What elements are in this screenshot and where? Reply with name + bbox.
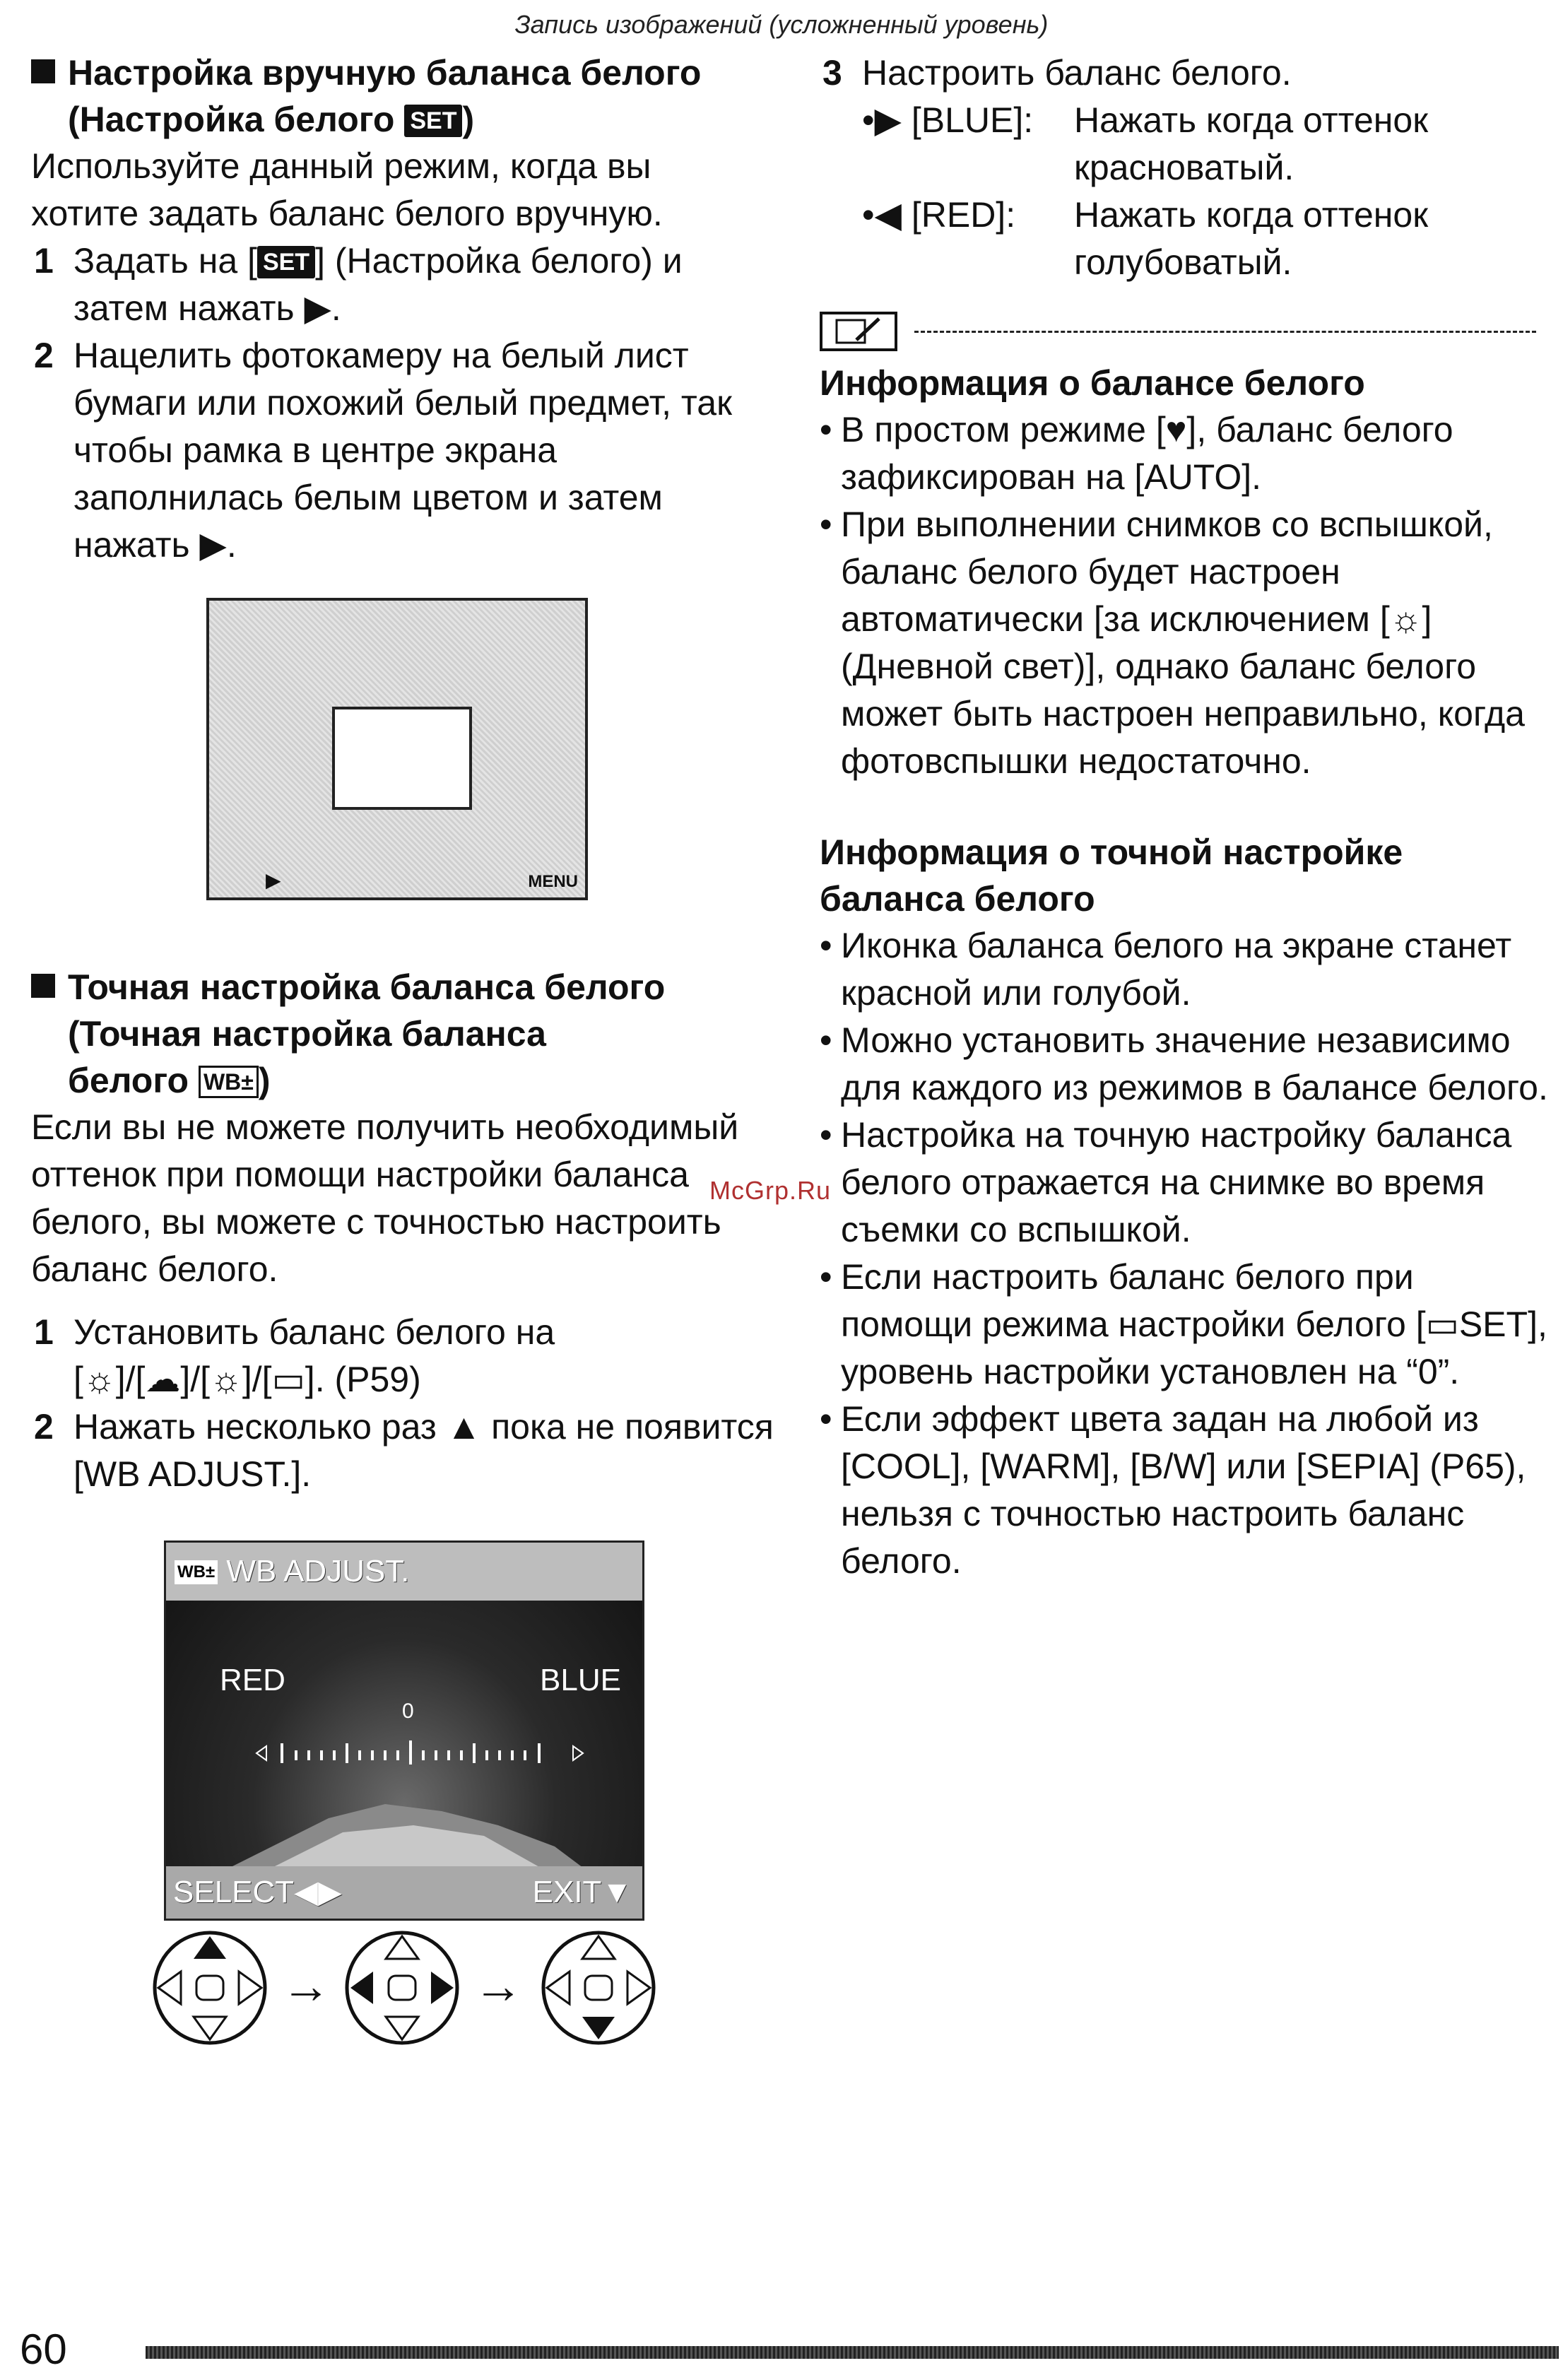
section-fine-wb-intro: Если вы не можете получить необходимый оттенок при помощи настройки баланса белого, вы можете с точностью настроить баланс белого. (31, 1107, 739, 1289)
page-number: 60 (20, 2326, 67, 2373)
section-fine-wb (31, 964, 780, 1498)
zero-label: 0 (402, 1699, 414, 1723)
right-column (820, 49, 1555, 1585)
center-frame (332, 707, 472, 810)
info-wb-title: Информация о балансе белого (820, 363, 1365, 403)
info-fine-wb-title: Информация о точной настройке баланса белого (820, 832, 1403, 919)
white-set-icon: SET (404, 105, 462, 137)
dpad-up-icon (151, 1929, 269, 2046)
blue-label: BLUE (540, 1663, 621, 1697)
info-fine-wb-bullet: • Можно установить значение независимо для каждого из режимов в балансе белого. (820, 1017, 1555, 1112)
step-3-blue: •▶ [BLUE]: Нажать когда оттенок красноватый. (862, 100, 1429, 187)
square-bullet-icon (31, 59, 55, 83)
note-divider (820, 312, 1555, 358)
square-bullet-icon (31, 974, 55, 998)
scene-silhouette (230, 1776, 583, 1868)
left-column (31, 49, 766, 569)
info-fine-wb-bullet: • Настройка на точную настройку баланса белого отражается на снимке во время съемки со вспышкой. (820, 1112, 1555, 1254)
info-fine-wb-bullet: • Если настроить баланс белого при помощи режима настройки белого [▭SET], уровень настройки установлен на “0”. (820, 1254, 1555, 1396)
section-manual-wb-intro: Используйте данный режим, когда вы хотите задать баланс белого вручную. (31, 146, 663, 233)
dpad-down-icon (540, 1929, 657, 2046)
wb-adjust-icon: WB± (199, 1066, 259, 1098)
select-hint: SELECT◀▶ (173, 1875, 342, 1909)
step-1: 1 Установить баланс белого на [☼]/[☁]/[☼]/[▭]. (P59) (34, 1312, 555, 1399)
wb-adjust-bottom-bar (166, 1866, 642, 1919)
section-fine-wb-title: Точная настройка баланса белого (31, 964, 780, 1011)
section-manual-wb-title: Настройка вручную баланса белого (31, 49, 766, 96)
step-3: 3 Настроить баланс белого. (822, 53, 1292, 93)
info-fine-wb-bullet: • Иконка баланса белого на экране станет красной или голубой. (820, 922, 1555, 1017)
step-3-red: •◀ [RED]: Нажать когда оттенок голубоватый. (862, 195, 1429, 282)
section-fine-wb-subtitle-2: белого WB± ) (68, 1061, 271, 1100)
info-wb-bullet: • При выполнении снимков со вспышкой, баланс белого будет настроен автоматически [за исключением [☼] (Дневной свет)], однако баланс белого может быть настроен неправильно, когда фотовспышки недостаточно. (820, 501, 1555, 785)
white-set-icon: SET (257, 246, 315, 278)
camera-screen-white-set (206, 598, 588, 900)
wb-adjust-icon: WB± (175, 1560, 218, 1584)
info-fine-wb-bullet: • Если эффект цвета задан на любой из [COOL], [WARM], [B/W] или [SEPIA] (P65), нельзя с точностью настроить баланс белого. (820, 1396, 1555, 1585)
step-1: 1 Задать на [ SET ] (Настройка белого) и затем нажать ▶. (34, 241, 683, 328)
arrow-right-icon: → (281, 1958, 331, 2013)
page-header: Запись изображений (усложненный уровень) (514, 10, 1049, 39)
wb-adjust-title-bar (166, 1543, 642, 1601)
section-fine-wb-subtitle: (Точная настройка баланса (68, 1014, 546, 1054)
wb-scale (254, 1739, 586, 1767)
arrow-right-icon: → (473, 1958, 523, 2013)
info-wb-bullet: • В простом режиме [♥], баланс белого зафиксирован на [AUTO]. (820, 406, 1555, 501)
note-icon (820, 312, 897, 351)
dpad-left-right-icon (343, 1929, 461, 2046)
step-2: 2 Нажать несколько раз ▲ пока не появится [WB ADJUST.]. (34, 1407, 774, 1494)
red-label: RED (220, 1663, 285, 1697)
step-2: 2 Нацелить фотокамеру на белый лист бумаги или похожий белый предмет, так чтобы рамка в центре экрана заполнилась белым цветом и затем нажать ▶. (34, 336, 732, 565)
menu-label: MENU (528, 872, 578, 891)
wb-adjust-title: WB ADJUST. (226, 1554, 410, 1589)
footer-bar (146, 2346, 1559, 2359)
right-arrow-icon: ▶ (266, 869, 281, 891)
watermark: McGrp.Ru (709, 1176, 832, 1205)
camera-screen-wb-adjust (164, 1540, 644, 1921)
section-manual-wb-subtitle: (Настройка белого SET ) (68, 100, 475, 139)
exit-hint: EXIT▼ (532, 1875, 632, 1909)
